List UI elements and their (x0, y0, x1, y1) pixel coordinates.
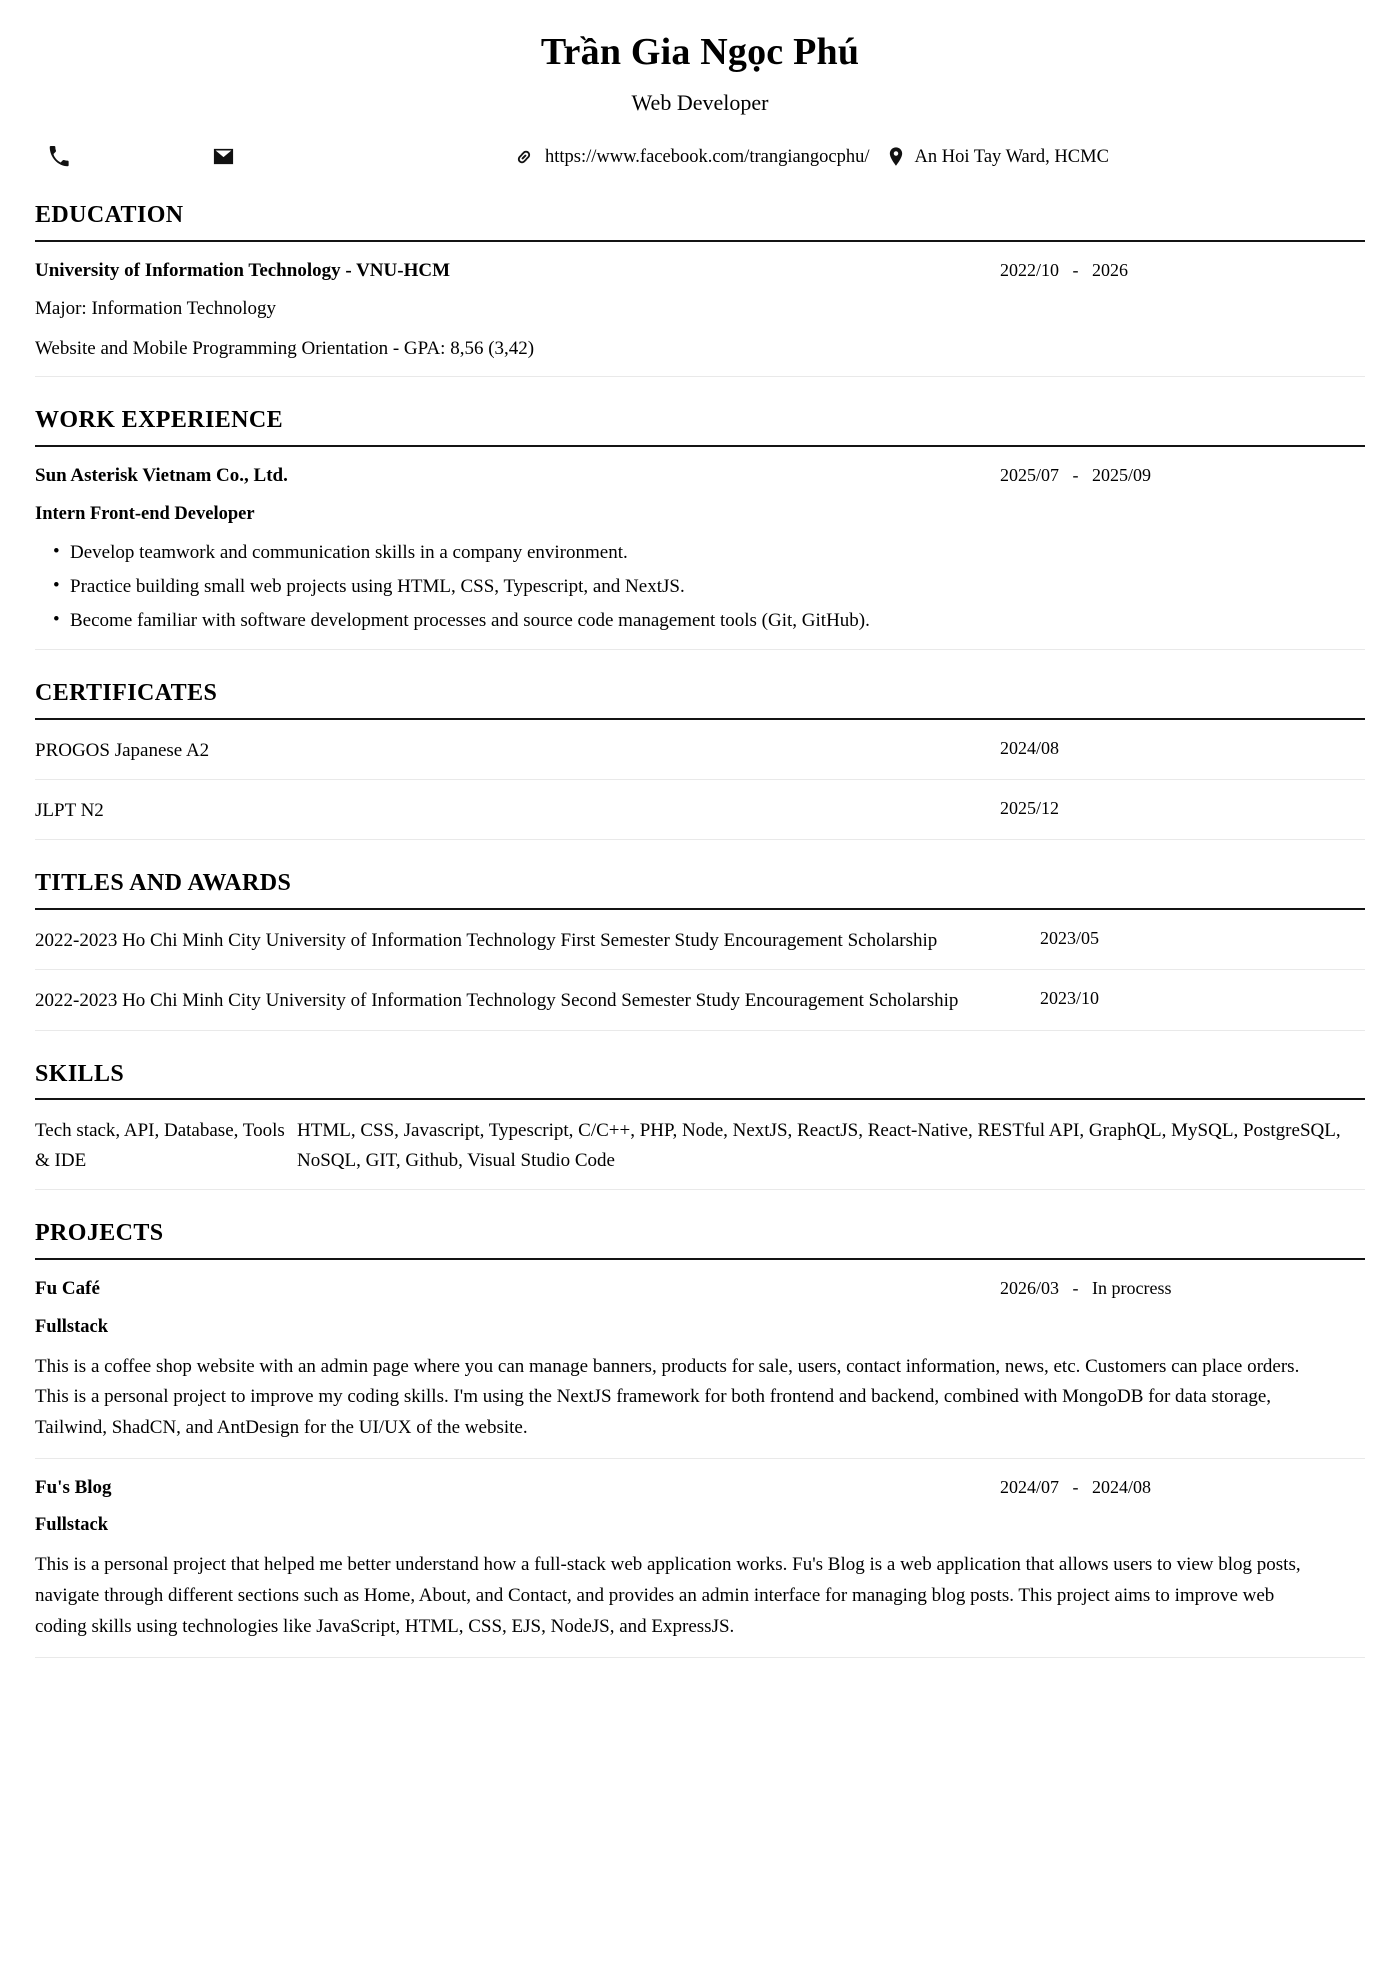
project-date-range (995, 1475, 1365, 1499)
section-titles-and-awards (35, 870, 1365, 1030)
entry-header (35, 926, 1365, 955)
entry-header (35, 1475, 1365, 1501)
section-work-experience (35, 407, 1365, 650)
work-responsibility-list (35, 539, 1365, 635)
entry-header (35, 796, 1365, 825)
entry-header (35, 463, 1365, 489)
date-end: 2026 (1092, 259, 1129, 280)
entry-main (35, 736, 995, 765)
award-date: 2023/05 (1040, 928, 1100, 948)
date-start: 2025/07 (1000, 465, 1060, 485)
entry-main (35, 926, 1035, 955)
section-title-projects: PROJECTS (35, 1220, 164, 1247)
contact-location-text: An Hoi Tay Ward, HCMC (914, 146, 1109, 167)
education-entry (35, 242, 1365, 378)
skill-list-value: HTML, CSS, Javascript, Typescript, C/C++, PHP, Node, NextJS, ReactJS, React-Native, RESTful API, GraphQL, MySQL, PostgreSQL, NoSQL, GIT, Github, Visual Studio Code (297, 1120, 1341, 1171)
contact-phone[interactable] (48, 146, 79, 168)
award-name: 2022-2023 Ho Chi Minh City University of Information Technology Second Semester Study Encouragement Scholarship (35, 990, 959, 1012)
project-name: Fu Café (35, 1277, 100, 1299)
skill-row (35, 1100, 1365, 1190)
date-start: 2026/03 (1000, 1277, 1060, 1298)
project-role: Fullstack (35, 1316, 108, 1337)
contact-link-text: https://www.facebook.com/trangiangocphu/ (545, 146, 870, 167)
job-position: Intern Front-end Developer (35, 503, 255, 524)
contact-email[interactable] (212, 145, 244, 168)
link-icon (512, 145, 536, 169)
entry-main (35, 1475, 995, 1501)
entry-header (35, 258, 1365, 284)
contact-row (35, 142, 1365, 172)
award-entry (35, 970, 1365, 1030)
date-separator: - (1072, 259, 1079, 280)
project-name: Fu's Blog (35, 1476, 112, 1498)
list-item: • Develop teamwork and communication skills in a company environment. (53, 539, 1365, 567)
list-item: • Practice building small web projects using HTML, CSS, Typescript, and NextJS. (53, 573, 1365, 601)
section-title-skills: SKILLS (35, 1060, 125, 1087)
work-entry (35, 447, 1365, 650)
date-separator: - (1072, 1476, 1079, 1497)
project-entry (35, 1260, 1365, 1459)
certificate-date: 2024/08 (1000, 737, 1060, 758)
job-role-subtitle: Web Developer (631, 89, 769, 115)
date-end: In procress (1092, 1277, 1172, 1298)
entry-main (35, 1276, 995, 1302)
entry-main (35, 258, 995, 284)
date-separator: - (1072, 1277, 1079, 1298)
section-skills (35, 1061, 1365, 1190)
project-entry (35, 1459, 1365, 1658)
award-name: 2022-2023 Ho Chi Minh City University of Information Technology First Semester Study Encouragement Scholarship (35, 930, 938, 951)
section-title-education: EDUCATION (35, 201, 184, 228)
resume-header (35, 30, 1365, 172)
location-pin-icon (886, 145, 906, 168)
date-start: 2024/07 (1000, 1476, 1060, 1497)
project-role: Fullstack (35, 1515, 108, 1536)
education-major: Major: Information Technology (35, 298, 277, 320)
entry-header (35, 1276, 1365, 1302)
entry-main (35, 463, 995, 489)
certificate-entry (35, 720, 1365, 780)
email-icon (212, 145, 235, 168)
phone-icon (48, 146, 70, 168)
project-description: This is a coffee shop website with an admin page where you can manage banners, products for sale, users, contact information, news, etc. Customers can place orders. This is a personal project to improve my coding skills. I'm using the NextJS framework for both frontend and backend, combined with MongoDB for data storage, Tailwind, ShadCN, and AntDesign for the UI/UX of the website. (35, 1355, 1300, 1439)
list-item: • Become familiar with software development processes and source code management tools (Git, GitHub). (53, 607, 1365, 635)
section-projects (35, 1220, 1365, 1657)
entry-header (35, 986, 1365, 1015)
education-date-range (995, 258, 1365, 282)
certificate-name: JLPT N2 (35, 799, 104, 821)
section-title-work-experience: WORK EXPERIENCE (35, 407, 284, 434)
page-title: Trần Gia Ngọc Phú (540, 31, 860, 73)
project-description: This is a personal project that helped me better understand how a full-stack web application works. Fu's Blog is a web application that allows users to view blog posts, navigate through different sections such as Home, About, and Contact, and provides an admin interface for managing blog posts. This project aims to improve web coding skills using technologies like JavaScript, HTML, CSS, EJS, NodeJS, and ExpressJS. (35, 1554, 1301, 1637)
company-name: Sun Asterisk Vietnam Co., Ltd. (35, 465, 288, 486)
date-end: 2025/09 (1092, 465, 1152, 485)
section-title-certificates: CERTIFICATES (35, 679, 218, 706)
date-end: 2024/08 (1092, 1476, 1152, 1497)
contact-location (886, 145, 1109, 168)
education-orientation-gpa: Website and Mobile Programming Orientation - GPA: 8,56 (3,42) (35, 337, 535, 359)
skill-category-label: Tech stack, API, Database, Tools & IDE (35, 1120, 285, 1171)
award-date: 2023/10 (1040, 988, 1100, 1009)
section-education (35, 202, 1365, 377)
section-title-awards: TITLES AND AWARDS (35, 870, 292, 897)
certificate-name: PROGOS Japanese A2 (35, 739, 210, 761)
school-name: University of Information Technology - VNU-HCM (35, 259, 451, 281)
work-date-range (995, 463, 1365, 487)
contact-link[interactable] (512, 145, 870, 169)
certificate-entry (35, 780, 1365, 840)
date-separator: - (1072, 465, 1079, 485)
section-certificates (35, 680, 1365, 840)
project-date-range (995, 1276, 1365, 1300)
date-start: 2022/10 (1000, 259, 1060, 280)
entry-header (35, 736, 1365, 765)
award-entry (35, 910, 1365, 970)
entry-main (35, 796, 995, 825)
entry-main (35, 986, 1035, 1015)
certificate-date: 2025/12 (1000, 797, 1060, 818)
